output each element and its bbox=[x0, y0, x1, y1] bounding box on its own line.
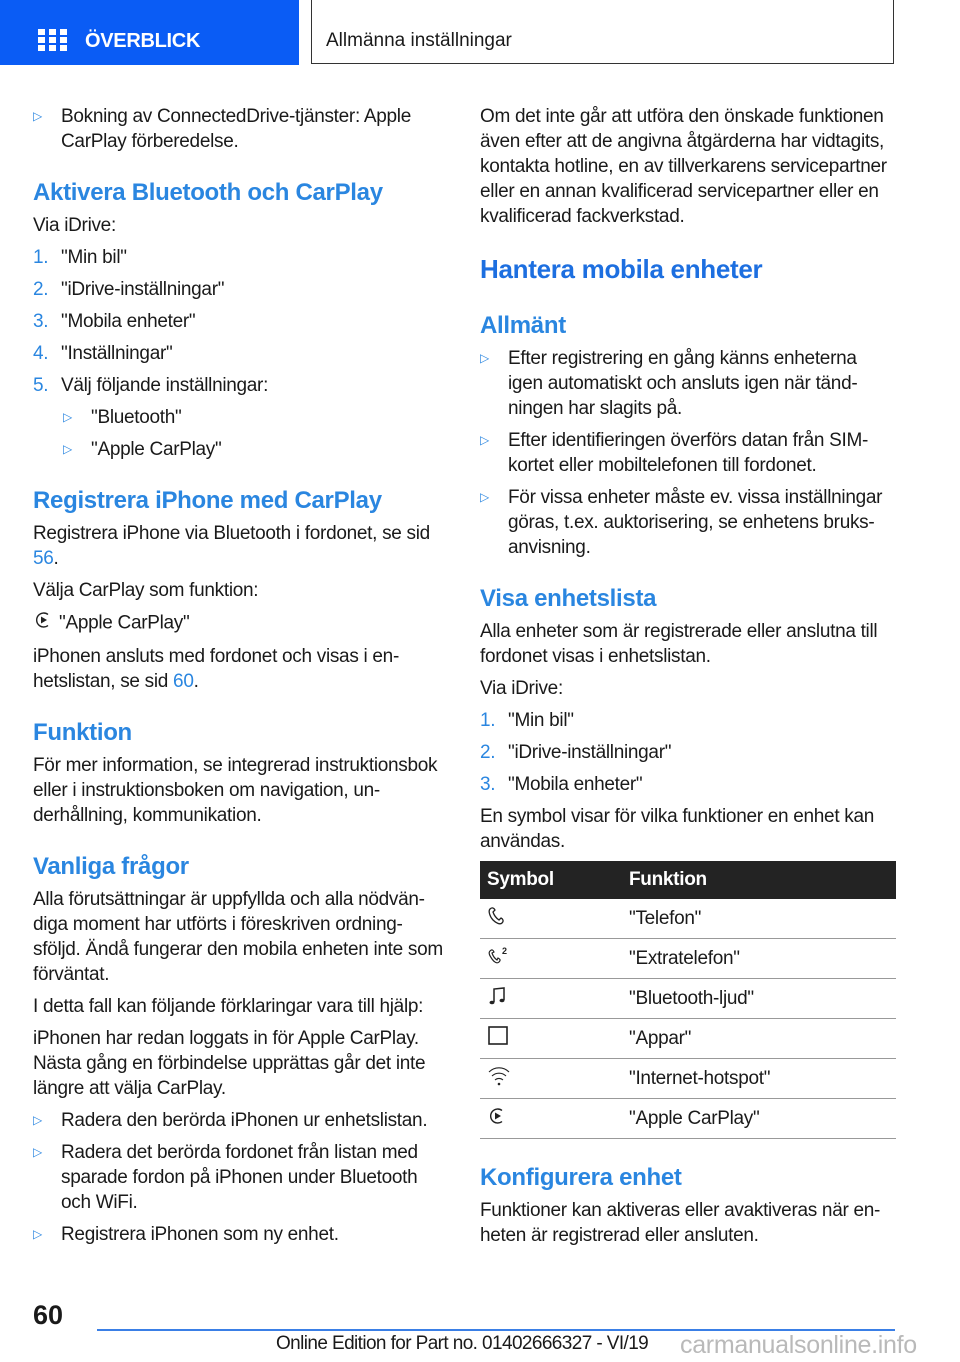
bullet-item bbox=[480, 428, 896, 478]
page-number: 60 bbox=[33, 1300, 64, 1330]
paragraph-text: iPhonen ansluts med fordonet och visas i enhetslistan, se sid bbox=[33, 646, 400, 692]
table-header-row bbox=[480, 861, 896, 899]
bullet-text: Radera den berörda iPhonen ur enhetslistan. bbox=[61, 1110, 428, 1131]
paragraph: Alla förutsättningar är uppfyllda och alla nödvändiga moment har utförts i föreskriven ordningsföljd. Ändå fungerar den mobila enheten inte som förväntat. bbox=[33, 889, 443, 985]
music-note-icon bbox=[487, 985, 509, 1013]
triangle-bullet-icon: ▷ bbox=[480, 433, 489, 447]
paragraph bbox=[33, 644, 443, 694]
triangle-bullet-icon: ▷ bbox=[480, 351, 489, 365]
triangle-bullet-icon: ▷ bbox=[63, 442, 72, 456]
table-row bbox=[480, 1019, 896, 1059]
page-link[interactable]: 60 bbox=[173, 671, 194, 692]
bullet-text: Efter identifieringen överförs datan från SIM-kortet eller mobiltelefonen till fordonet. bbox=[508, 430, 869, 476]
symbol-cell bbox=[480, 939, 622, 979]
grid-icon bbox=[38, 29, 67, 53]
paragraph: Via iDrive: bbox=[480, 678, 563, 699]
function-cell: "Bluetooth-ljud" bbox=[622, 979, 896, 1019]
bullet-item bbox=[480, 346, 896, 421]
symbol-cell bbox=[480, 899, 622, 939]
section-title: Allmänna inställningar bbox=[326, 30, 512, 51]
subsection-heading: Allmänt bbox=[480, 312, 566, 339]
step-text: Välj följande inställningar: bbox=[61, 375, 269, 396]
step-text: "Mobila enheter" bbox=[61, 311, 196, 332]
bullet-item bbox=[33, 1108, 443, 1133]
watermark: carmanualsonline.info bbox=[680, 1331, 917, 1359]
phone-2-icon bbox=[487, 945, 511, 973]
section-title-box bbox=[311, 0, 894, 64]
function-cell: "Telefon" bbox=[622, 899, 896, 939]
step-number: 4. bbox=[33, 343, 49, 364]
square-icon bbox=[487, 1025, 509, 1053]
subsection-heading: Visa enhetslista bbox=[480, 585, 657, 612]
overview-tab[interactable] bbox=[0, 0, 299, 65]
step-number: 1. bbox=[33, 247, 49, 268]
paragraph: För mer information, se integrerad instruktionsbok eller i instruktionsboken om navigation, underhållning, kommunikation. bbox=[33, 755, 438, 826]
step-text: "Mobila enheter" bbox=[508, 774, 643, 795]
numbered-step bbox=[33, 277, 443, 302]
bullet-text: Registrera iPhonen som ny enhet. bbox=[61, 1224, 339, 1245]
step-text: "iDrive-inställningar" bbox=[508, 742, 672, 763]
step-text: "Inställningar" bbox=[61, 343, 173, 364]
wifi-icon bbox=[487, 1065, 511, 1093]
step-text: "Min bil" bbox=[61, 247, 127, 268]
subsection-heading: Konfigurera enhet bbox=[480, 1164, 682, 1191]
paragraph: Via iDrive: bbox=[33, 215, 116, 236]
carplay-icon bbox=[33, 610, 53, 637]
paragraph: En symbol visar för vilka funktioner en enhet kan användas. bbox=[480, 806, 875, 852]
paragraph-text: Registrera iPhone via Bluetooth i fordonet, se sid bbox=[33, 523, 430, 544]
subsection-heading: Aktivera Bluetooth och CarPlay bbox=[33, 179, 383, 206]
triangle-bullet-icon: ▷ bbox=[33, 1113, 42, 1127]
numbered-step bbox=[480, 740, 896, 765]
triangle-bullet-icon: ▷ bbox=[63, 410, 72, 424]
bullet-text: Efter registrering en gång känns enheterna igen automatiskt och ansluts igen när tändningen har slagits på. bbox=[508, 348, 858, 419]
paragraph-end: . bbox=[193, 671, 199, 692]
overview-tab-label: ÖVERBLICK bbox=[85, 30, 201, 52]
numbered-step bbox=[33, 309, 443, 334]
symbol-table bbox=[480, 861, 896, 1139]
column-header: Funktion bbox=[622, 861, 896, 899]
triangle-bullet-icon: ▷ bbox=[33, 1145, 42, 1159]
carplay-icon bbox=[487, 1106, 507, 1132]
bullet-item bbox=[33, 437, 443, 462]
function-cell: "Internet-hotspot" bbox=[622, 1059, 896, 1099]
paragraph-end: . bbox=[53, 548, 59, 569]
page-link[interactable]: 56 bbox=[33, 548, 54, 569]
subsection-heading: Vanliga frågor bbox=[33, 853, 189, 880]
bullet-text: Radera det berörda fordonet från listan med sparade fordon på iPhonen under Bluetooth och WiFi. bbox=[61, 1142, 418, 1213]
triangle-bullet-icon: ▷ bbox=[33, 109, 42, 123]
triangle-bullet-icon: ▷ bbox=[33, 1227, 42, 1241]
table-row bbox=[480, 1099, 896, 1139]
bullet-item bbox=[33, 1222, 443, 1247]
section-heading: Hantera mobila enheter bbox=[480, 254, 763, 284]
subsection-heading: Funktion bbox=[33, 719, 132, 746]
step-number: 1. bbox=[480, 710, 496, 731]
subsection-heading: Registrera iPhone med CarPlay bbox=[33, 487, 382, 514]
paragraph: iPhonen har redan loggats in för Apple CarPlay. Nästa gång en förbindelse upprättas går det inte längre att välja CarPlay. bbox=[33, 1028, 426, 1099]
bullet-item bbox=[33, 1140, 443, 1215]
step-number: 3. bbox=[33, 311, 49, 332]
table-row bbox=[480, 899, 896, 939]
numbered-step bbox=[480, 708, 896, 733]
step-number: 2. bbox=[480, 742, 496, 763]
table-row bbox=[480, 939, 896, 979]
column-header: Symbol bbox=[480, 861, 622, 899]
symbol-cell bbox=[480, 1019, 622, 1059]
bullet-text: För vissa enheter måste ev. vissa inställningar göras, t.ex. auktorisering, se enhetens bruksanvisning. bbox=[508, 487, 883, 558]
function-cell: "Extratelefon" bbox=[622, 939, 896, 979]
paragraph bbox=[33, 521, 443, 571]
symbol-cell bbox=[480, 1059, 622, 1099]
paragraph: Om det inte går att utföra den önskade funktionen även efter att de angivna åtgärderna har vidtagits, kontakta hotline, en av tillverkarens servicepartner eller en annan kvalificerad servicepartner eller en kvalificerad fackverkstad. bbox=[480, 106, 887, 227]
edition-text: Online Edition for Part no. 01402666327 - VI/19 bbox=[276, 1333, 649, 1354]
numbered-step bbox=[33, 341, 443, 366]
paragraph bbox=[33, 610, 443, 637]
function-cell: "Appar" bbox=[622, 1019, 896, 1059]
numbered-step bbox=[33, 245, 443, 270]
right-column bbox=[480, 104, 896, 1255]
step-text: "Min bil" bbox=[508, 710, 574, 731]
step-number: 5. bbox=[33, 375, 49, 396]
numbered-step bbox=[480, 772, 896, 797]
step-number: 3. bbox=[480, 774, 496, 795]
bullet-text: "Apple CarPlay" bbox=[91, 439, 222, 460]
step-number: 2. bbox=[33, 279, 49, 300]
svg-text:2: 2 bbox=[502, 945, 507, 956]
paragraph: Välja CarPlay som funktion: bbox=[33, 580, 259, 601]
paragraph-text: "Apple CarPlay" bbox=[59, 612, 190, 634]
table-row bbox=[480, 1059, 896, 1099]
bullet-item bbox=[480, 485, 896, 560]
step-text: "iDrive-inställningar" bbox=[61, 279, 225, 300]
table-row bbox=[480, 979, 896, 1019]
bullet-item bbox=[33, 104, 443, 154]
paragraph: Alla enheter som är registrerade eller anslutna till fordonet visas i enhetslistan. bbox=[480, 621, 878, 667]
triangle-bullet-icon: ▷ bbox=[480, 490, 489, 504]
numbered-step bbox=[33, 373, 443, 398]
symbol-cell bbox=[480, 1099, 622, 1139]
symbol-cell bbox=[480, 979, 622, 1019]
phone-icon bbox=[487, 905, 509, 933]
paragraph: I detta fall kan följande förklaringar vara till hjälp: bbox=[33, 996, 424, 1017]
function-cell: "Apple CarPlay" bbox=[622, 1099, 896, 1139]
paragraph: Funktioner kan aktiveras eller avaktiveras när enheten är registrerad eller ansluten. bbox=[480, 1200, 881, 1246]
bullet-item bbox=[33, 405, 443, 430]
bullet-text: Bokning av ConnectedDrive-tjänster: Apple CarPlay förberedelse. bbox=[61, 106, 411, 152]
left-column bbox=[33, 104, 443, 1254]
bullet-text: "Bluetooth" bbox=[91, 407, 182, 428]
